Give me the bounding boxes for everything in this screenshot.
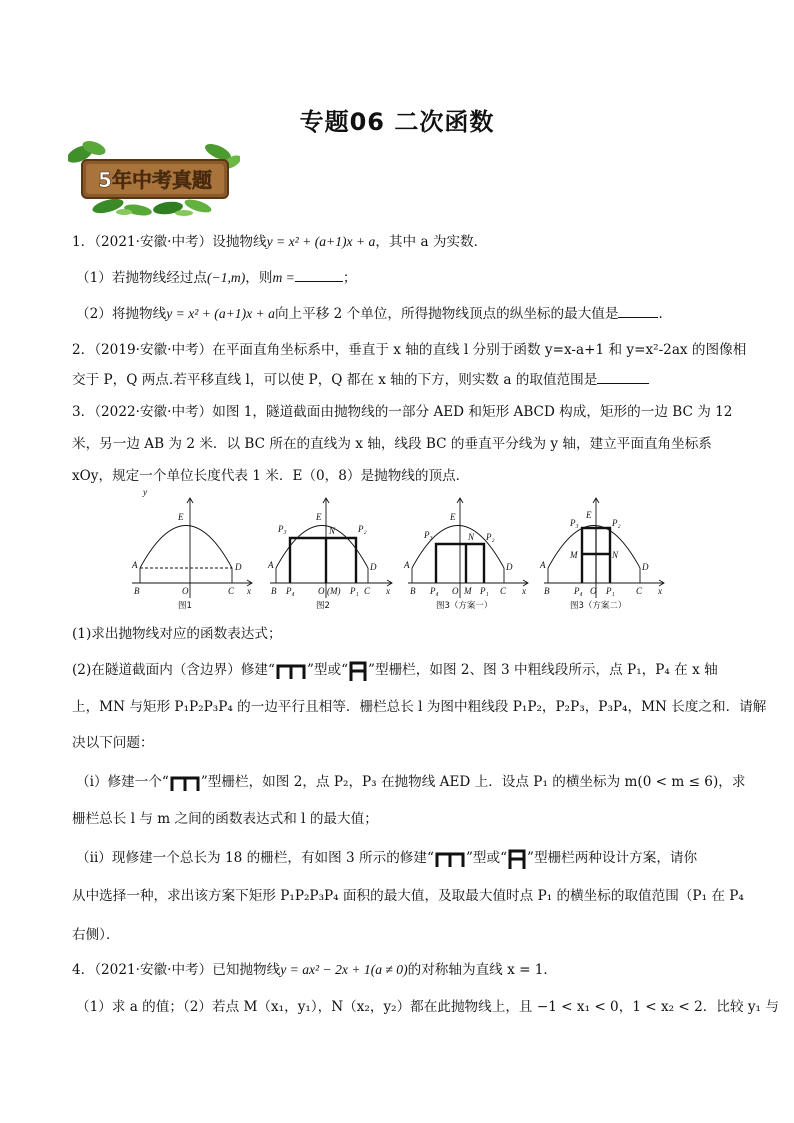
svg-text:P₂: P₂ bbox=[358, 524, 367, 534]
badge-banner bbox=[68, 140, 240, 218]
svg-text:P₄: P₄ bbox=[286, 586, 295, 596]
svg-text:P₄: P₄ bbox=[574, 586, 583, 596]
svg-text:P₂: P₂ bbox=[612, 518, 621, 528]
fence-type-a-icon bbox=[169, 775, 201, 791]
q1-part2: （2）将抛物线y = x² + (a+1)x + a向上平移 2 个单位，所得抛物线顶点的纵坐标的最大值是 ． bbox=[76, 306, 673, 322]
svg-text:P₂: P₂ bbox=[486, 532, 495, 542]
q1-part1: （1）若抛物线经过点(−1,m)，则m = ； bbox=[76, 270, 357, 286]
svg-text:N: N bbox=[468, 532, 475, 542]
svg-text:N: N bbox=[329, 526, 336, 536]
q3-sub1: (1)求出抛物线对应的函数表达式； bbox=[72, 626, 282, 642]
figure-1-labels bbox=[131, 488, 251, 596]
svg-text:P₁: P₁ bbox=[350, 586, 359, 596]
svg-text:C: C bbox=[636, 586, 643, 596]
badge-text: 5年中考真题 bbox=[98, 168, 212, 192]
svg-text:P₁: P₁ bbox=[606, 586, 615, 596]
doc-title: 专题06 二次函数 bbox=[299, 108, 495, 136]
caption-fig3b: 图3（方案二） bbox=[570, 601, 627, 611]
svg-text:B: B bbox=[544, 586, 550, 596]
svg-text:B: B bbox=[271, 586, 277, 596]
svg-text:O: O bbox=[318, 586, 325, 596]
svg-text:N: N bbox=[612, 550, 619, 560]
svg-text:x: x bbox=[386, 586, 390, 596]
q3-sub-ii-line2: 从中选择一种，求出该方案下矩形 P₁P₂P₃P₄ 面积的最大值，及取最大值时点 P₁ 的横坐标的取值范围（P₁ 在 P₄ bbox=[72, 888, 744, 904]
svg-text:C: C bbox=[500, 586, 507, 596]
caption-fig1: 图1 bbox=[178, 601, 192, 611]
svg-text:M: M bbox=[464, 586, 472, 596]
svg-text:A: A bbox=[268, 560, 274, 570]
figure-captions bbox=[178, 600, 626, 611]
svg-text:C: C bbox=[364, 586, 371, 596]
q4-line1: 4．（2021·安徽·中考）已知抛物线y = ax² − 2x + 1(a ≠ 0)的对称轴为直线 x = 1． bbox=[72, 962, 558, 978]
fence-type-b-icon bbox=[348, 661, 368, 681]
q2-line2: 交于 P，Q 两点.若平移直线 l，可以使 P，Q 都在 x 轴的下方，则实数 a 的取值范围是 bbox=[72, 370, 732, 390]
svg-text:O: O bbox=[452, 586, 459, 596]
q3-line2: 米，另一边 AB 为 2 米．以 BC 所在的直线为 x 轴，线段 BC 的垂直平分线为 y 轴，建立平面直角坐标系 bbox=[72, 436, 712, 452]
svg-text:x: x bbox=[522, 586, 526, 596]
fence-type-a-icon bbox=[434, 851, 466, 867]
answer-blank bbox=[597, 371, 649, 384]
svg-text:B: B bbox=[134, 586, 140, 596]
answer-blank bbox=[618, 305, 658, 318]
svg-text:(M): (M) bbox=[327, 586, 341, 596]
figure-3-scheme-1 bbox=[408, 498, 528, 598]
q3-sub2-line1: (2)在隧道截面内（含边界）修建“ ”型或“ ”型栅栏，如图 2、图 3 中粗线段所示，点 P₁，P₄ 在 x 轴 bbox=[72, 660, 732, 681]
svg-text:E: E bbox=[316, 512, 322, 522]
q3-sub-i-line1: （ⅰ）修建一个“ ”型栅栏，如图 2，点 P₂，P₃ 在抛物线 AED 上．设点 P₁ 的横坐标为 m(0 < m ≤ 6)，求 bbox=[76, 774, 746, 790]
q3-sub2-line3: 决以下问题： bbox=[72, 735, 154, 751]
svg-text:P₁: P₁ bbox=[480, 586, 489, 596]
figure-1 bbox=[132, 498, 252, 598]
svg-text:y: y bbox=[143, 488, 147, 497]
q2-line1: 2．（2019·安徽·中考）在平面直角坐标系中，垂直于 x 轴的直线 l 分别于函数 y=x-a+1 和 y=x²-2ax 的图像相 bbox=[72, 342, 747, 358]
svg-text:M: M bbox=[570, 550, 578, 560]
answer-blank bbox=[295, 269, 343, 282]
svg-text:D: D bbox=[506, 562, 513, 572]
svg-text:E: E bbox=[450, 512, 456, 522]
q1-stem: 1．（2021·安徽·中考）设抛物线y = x² + (a+1)x + a，其中 a 为实数． bbox=[72, 234, 488, 250]
svg-text:D: D bbox=[235, 562, 242, 572]
figure-2 bbox=[270, 498, 392, 598]
svg-text:P₃: P₃ bbox=[424, 530, 433, 540]
figure-3-scheme-2 bbox=[544, 498, 664, 598]
svg-text:P₃: P₃ bbox=[570, 518, 579, 528]
fence-type-a-icon bbox=[275, 663, 307, 679]
svg-text:x: x bbox=[247, 586, 251, 596]
svg-text:x: x bbox=[658, 586, 662, 596]
q3-sub-i-line2: 栅栏总长 l 与 m 之间的函数表达式和 l 的最大值； bbox=[72, 811, 378, 827]
q3-sub-ii-line3: 右侧）． bbox=[72, 927, 120, 943]
q3-sub2-line2: 上，MN 与矩形 P₁P₂P₃P₄ 的一边平行且相等．栅栏总长 l 为图中粗线段 P₁P₂，P₂P₃，P₃P₄，MN 长度之和．请解 bbox=[72, 699, 767, 715]
q3-line1: 3．（2022·安徽·中考）如图 1，隧道截面由抛物线的一部分 AED 和矩形 ABCD 构成，矩形的一边 BC 为 12 bbox=[72, 404, 733, 420]
svg-text:O: O bbox=[182, 586, 189, 596]
q3-figures bbox=[130, 488, 670, 618]
fence-type-b-icon bbox=[507, 849, 527, 869]
svg-text:A: A bbox=[404, 560, 410, 570]
svg-text:E: E bbox=[178, 512, 184, 522]
svg-text:E: E bbox=[586, 510, 592, 520]
svg-text:D: D bbox=[370, 562, 377, 572]
svg-text:C: C bbox=[228, 586, 235, 596]
caption-fig3a: 图3（方案一） bbox=[436, 601, 493, 611]
svg-text:A: A bbox=[540, 560, 546, 570]
caption-fig2: 图2 bbox=[316, 601, 330, 611]
svg-text:D: D bbox=[642, 562, 649, 572]
svg-text:A: A bbox=[132, 560, 138, 570]
svg-text:O: O bbox=[590, 586, 597, 596]
svg-text:B: B bbox=[410, 586, 416, 596]
svg-text:P₄: P₄ bbox=[430, 586, 439, 596]
q4-line2: （1）求 a 的值；（2）若点 M（x₁，y₁），N（x₂，y₂）都在此抛物线上，且 −1 < x₁ < 0，1 < x₂ < 2．比较 y₁ 与 bbox=[76, 999, 779, 1015]
q3-line3: xOy，规定一个单位长度代表 1 米．E（0，8）是抛物线的顶点． bbox=[72, 468, 470, 484]
q3-sub-ii-line1: （ⅱ）现修建一个总长为 18 的栅栏，有如图 3 所示的修建“ ”型或“ ”型栅栏两种设计方案，请你 bbox=[76, 848, 736, 869]
svg-text:P₃: P₃ bbox=[278, 524, 287, 534]
